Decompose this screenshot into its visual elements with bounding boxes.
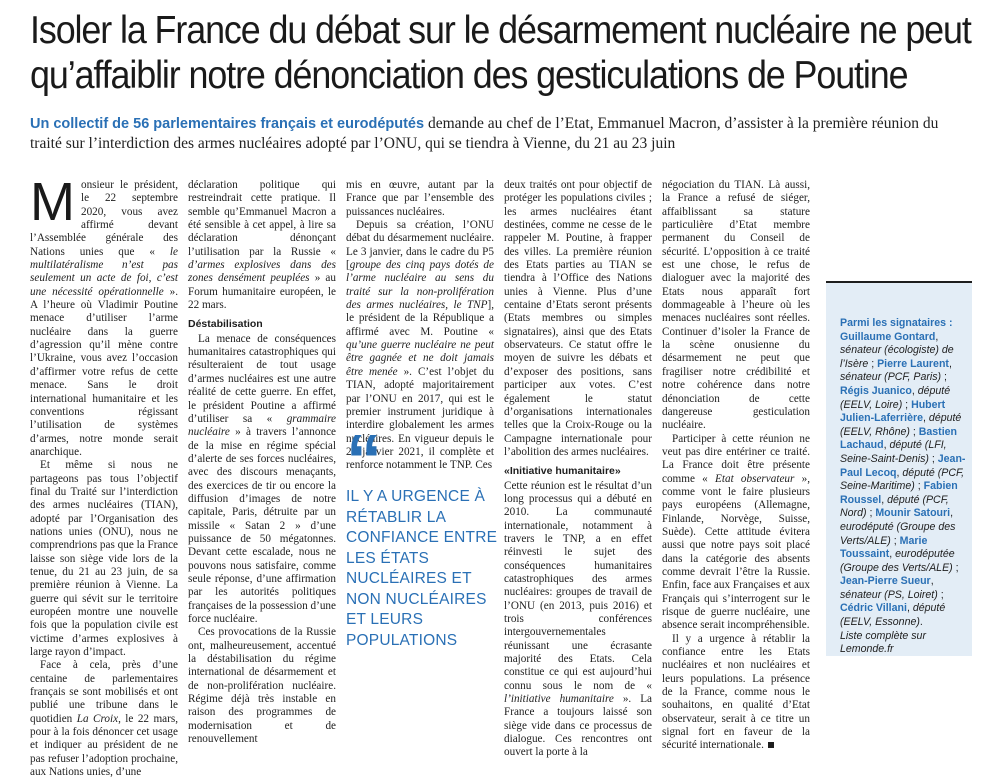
- subheading: «Initiative humanitaire»: [504, 465, 621, 478]
- paragraph: La menace de conséquences humanitaires catastrophiques qui résulteraient de tout usage d’armes nucléaires est une autre réalité de cette guerre. En effet, le président Poutine a affirmé d’utiliser sa « grammaire nucléaire » à travers l’annonce de la mise en régime spécial d’alerte de ses forces nucléaires, avec des discours menaçants, des exercices de tir ou encore la diffusion d’images de notre capitale, Paris, détruite par un missile « Satan 2 » d’une puissance de 50 mégatonnes. Devant cette escalade, nous ne pouvons nous satisfaire, comme seule réponse, d’une affirmation par les autorités politiques françaises de la possession d’une force nucléaire.: [188, 332, 336, 625]
- end-mark-icon: [768, 742, 774, 748]
- paragraph: négociation du TIAN. Là aussi, la France a refusé de siéger, affaiblissant sa stature particulière d’Etat membre permanent du Conseil de sécurité. L’opposition à ce traité est une chose, le refus de dialoguer avec la majorité des Etats nous apparaît fort dommageable à l’heure où les menaces nucléaires sont réelles. Continuer d’isoler la France de la scène onusienne du désarmement ne peut que fragiliser notre crédibilité et notre cohérence dans notre dénonciation de cette dangereuse gesticulation nucléaire.: [662, 179, 810, 432]
- article-column-1: [30, 172, 179, 779]
- signatories-heading: Parmi les signataires :: [840, 317, 953, 329]
- drop-cap: M: [30, 172, 75, 232]
- article-column-5: [662, 179, 810, 753]
- standfirst-lead: Un collectif de 56 parlementaires français et eurodéputés: [30, 116, 425, 132]
- signatories-footer: Liste complète sur Lemonde.fr: [840, 629, 926, 656]
- paragraph: Il y a urgence à rétablir la confiance entre les Etats nucléaires et non nucléaires et leurs populations. La présence de la France, comme nous le souhaitons, en qualité d’Etat observateur, serait à ce titre un signal fort en faveur de la sécurité internationale.: [662, 632, 810, 752]
- quote-mark-icon: “: [346, 421, 382, 501]
- subheading: Déstabilisation: [188, 318, 263, 331]
- standfirst-text: demande au chef de l’Etat, Emmanuel Macron, d’assister à la première réunion du traité sur l’interdiction des armes nucléaires adopté par l’ONU, qui se tiendra à Vienne, du 21 au 23 juin: [30, 115, 939, 152]
- paragraph: Depuis sa création, l’ONU débat du désarmement nucléaire. Le 3 janvier, dans le cadre du P5 [groupe des cinq pays dotés de l’arme nucléaire au sens du traité sur la non-prolifération des armes nucléaires, le TNP], le président de la République a affirmé avec M. Poutine « qu’une guerre nucléaire ne peut être gagnée et ne doit jamais être menée ». C’est l’objet du TIAN, adopté majoritairement par l’ONU en 2017, qui est le premier instrument juridique à interdire globalement les armes nucléaires. En vigueur depuis le 22 janvier 2021, il complète et renforce notamment le TNP. Ces: [346, 219, 494, 472]
- pull-quote-text: IL Y A URGENCE À RÉTABLIR LA CONFIANCE ENTRE LES ÉTATS NUCLÉAIRES ET NON NUCLÉAIRES ET LEURS POPULATIONS: [346, 488, 498, 649]
- article-column-4: [504, 179, 652, 760]
- standfirst: [30, 114, 960, 153]
- paragraph: Monsieur le président, le 22 septembre 2020, vous avez affirmé devant l’Assemblée générale des Nations unies que « le multilatéralisme n’est pas seulement un acte de foi, c’est une nécessité opérationnelle ». A l’heure où Vladimir Poutine menace d’utiliser l’arme nucléaire dans la guerre d’agression qu’il mène contre l’Ukraine, vous avez l’occasion d’affirmer votre refus de cette menace. Sans le droit international humanitaire et les conventions régissant l’utilisation de systèmes d’armes, notre monde serait anarchique.: [30, 172, 178, 458]
- paragraph: Face à cela, près d’une centaine de parlementaires français se sont mobilisés et ont publié une tribune dans le quotidien La Croix, le 22 mars, pour à la fois dénoncer cet usage et indiquer au président de ne pas refuser l’adoption prochaine, aux Nations unies, d’une: [30, 659, 179, 779]
- headline: Isoler la France du débat sur le désarmement nucléaire ne peut qu’affaiblir notre dénonciation des gesticulations de Poutine: [30, 9, 971, 97]
- pull-quote: [346, 421, 506, 651]
- paragraph: Participer à cette réunion ne veut pas dire entériner ce traité. La France doit être présente comme « Etat observateur », comme vont le faire plusieurs pays européens (Allemagne, Finlande, Norvège, Suisse, Suède). Cette attitude évitera aussi que notre pays soit placé dans la catégorie des absents comme devrait l’être la Russie. Enfin, face aux Françaises et aux Français qui s’interrogent sur le risque de guerre nucléaire, une absence serait incompréhensible.: [662, 432, 810, 632]
- paragraph: Ces provocations de la Russie ont, malheureusement, accentué la déstabilisation du régime international de désarmement et de non-prolifération nucléaire. Régime déjà très instable en raison des programmes de modernisation et de renouvellement: [188, 626, 336, 746]
- article-column-2: [188, 179, 336, 746]
- paragraph: Cette réunion est le résultat d’un long processus qui a débuté en 2010. La communauté internationale, notamment à travers le TNP, a en effet réinvesti le sujet des conséquences humanitaires catastrophiques des armes nucléaires: groupes de travail de l’ONU (en 2013, puis 2016) et trois conférences intergouvernementales réunissant une écrasante majorité des Etats. Cela constitue ce qui est aujourd’hui connu sous le nom de « l’initiative humanitaire ». La France a toujours laissé son siège vide dans ce processus de dialogue. Ces rencontres ont ouvert la porte à la: [504, 479, 652, 759]
- paragraph: déclaration politique qui restreindrait cette pratique. Il semble qu’Emmanuel Macron a été sensible à cet appel, à lire sa déclaration dénonçant l’utilisation par la Russie « d’armes explosives dans des zones densément peuplées » au Forum humanitaire européen, le 22 mars.: [188, 179, 336, 312]
- paragraph: mis en œuvre, autant par la France que par l’ensemble des puissances nucléaires.: [346, 179, 494, 218]
- paragraph: deux traités ont pour objectif de protéger les populations civiles ; les armes nucléaires étant destinées, comme ne cesse de le rappeler M. Poutine, à frapper des villes. La première réunion des Etats parties au TIAN se tiendra à l’Office des Nations unies à Vienne. Plus d’une centaine d’Etats seront présents (Etats membres ou simples signataires), ainsi que des Etats observateurs. Ce statut offre le moyen de suivre les débats et d’exposer des positions, sans participer aux votes. C’est également le statut d’organisations internationales telles que la Croix-Rouge ou la Campagne internationale pour l’abolition des armes nucléaires.: [504, 179, 652, 458]
- paragraph: Et même si nous ne partageons pas tous l’objectif final du Traité sur l’interdiction des armes nucléaires (TIAN), adopté par l’Organisation des nations unies (ONU), nous ne comprendrions pas que la France laisse son siège vide lors de la tenue, du 21 au 23 juin, de sa première réunion à Vienne. La guerre qui sévit sur le territoire européen montre une nouvelle fois que la population civile est victime d’armes explosives à large rayon d’impact.: [30, 459, 178, 659]
- signatories-list: Guillaume Gontard, sénateur (écologiste) de l’Isère ; Pierre Laurent, sénateur (PCF, Paris) ; Régis Juanico, député (EELV, Loire) ; Hubert Julien-Laferrière, député (EELV, Rhône) ; Bastien Lachaud, député (LFI, Seine-Saint-Denis) ; Jean-Paul Lecoq, député (PCF, Seine-Maritime) ; Fabien Roussel, député (PCF, Nord) ; Mounir Satouri, eurodéputé (Groupe des Verts/ALE) ; Marie Toussaint, eurodéputée (Groupe des Verts/ALE) ; Jean-Pierre Sueur, sénateur (PS, Loiret) ; Cédric Villani, député (EELV, Essonne).: [840, 330, 966, 629]
- signatories-box: [826, 281, 972, 656]
